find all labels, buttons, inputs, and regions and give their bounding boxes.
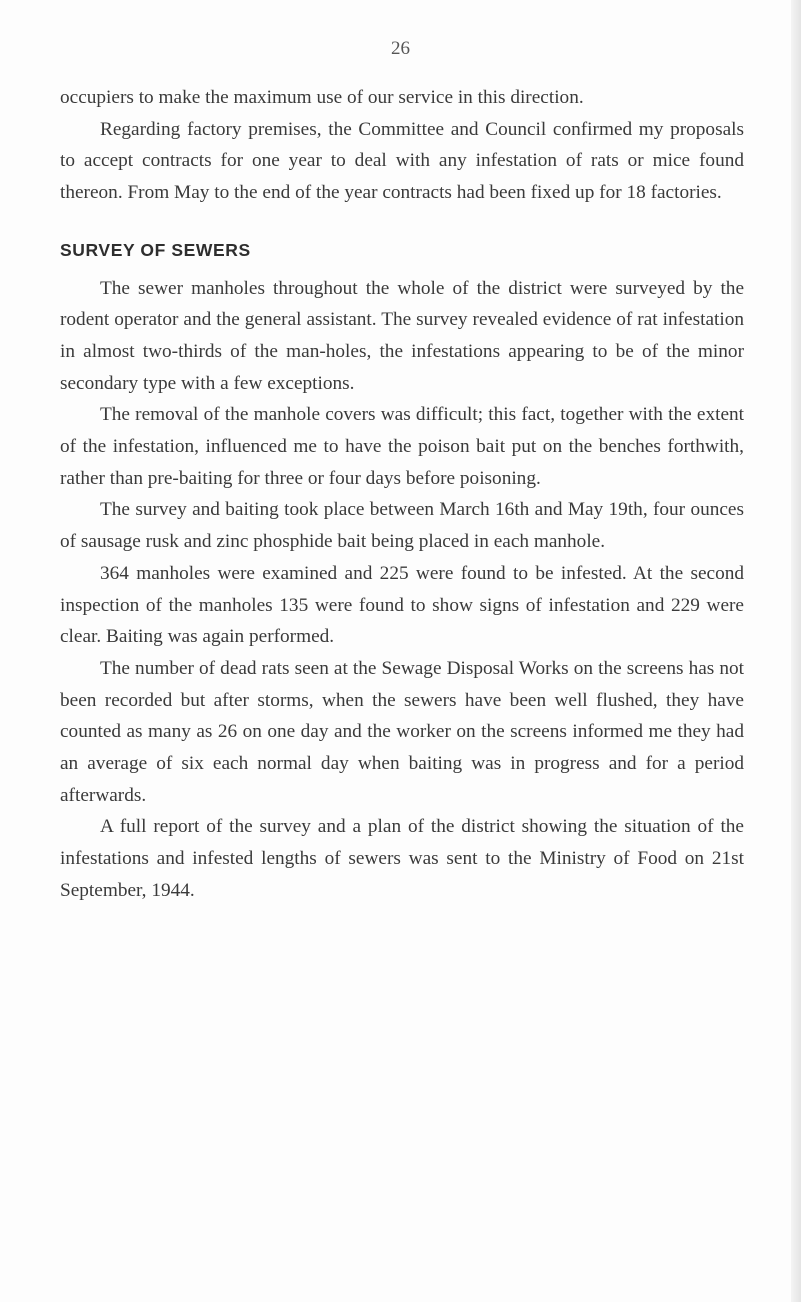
page-number: 26	[391, 38, 410, 59]
paragraph-dead-rats: The number of dead rats seen at the Sewage Disposal Works on the screens has not been recorded but after storms, when the sewers have been well flushed, they have counted as many as 26 on one day and the worker on the screens informed me they had an average of six each normal day when baiting was in progress and for a period afterwards.	[60, 657, 744, 806]
paragraph-report: A full report of the survey and a plan of the district showing the situation of the infestations and infested lengths of sewers was sent to the Ministry of Food on 21st September, 1944.	[60, 816, 744, 901]
paragraph-results: 364 manholes were examined and 225 were found to be infested. At the second inspection of the manholes 135 were found to show signs of infestation and 229 were clear. Baiting was again performed.	[60, 562, 744, 648]
body-text	[60, 82, 744, 907]
paragraph-removal: The removal of the manhole covers was difficult; this fact, together with the extent of the infestation, influenced me to have the poison bait put on the benches forthwith, rather than pre-baiting for three or four days before poisoning.	[60, 404, 744, 489]
opening-paragraph: occupiers to make the maximum use of our service in this direction.	[60, 87, 584, 108]
paragraph-survey: The sewer manholes throughout the whole of the district were surveyed by the rodent operator and the general assistant. The survey revealed evidence of rat infestation in almost two-thirds of the man-holes, the infestations appearing to be of the minor secondary type with a few exceptions.	[60, 277, 744, 394]
page-edge-shadow	[791, 0, 801, 1302]
paragraph-baiting: The survey and baiting took place between March 16th and May 19th, four ounces of sausage rusk and zinc phosphide bait being placed in each manhole.	[60, 499, 744, 553]
factory-paragraph: Regarding factory premises, the Committee and Council confirmed my proposals to accept contracts for one year to deal with any infestation of rats or mice found thereon. From May to the end of the year contracts had been fixed up for 18 factories.	[60, 118, 744, 204]
section-heading: SURVEY OF SEWERS	[60, 239, 251, 260]
